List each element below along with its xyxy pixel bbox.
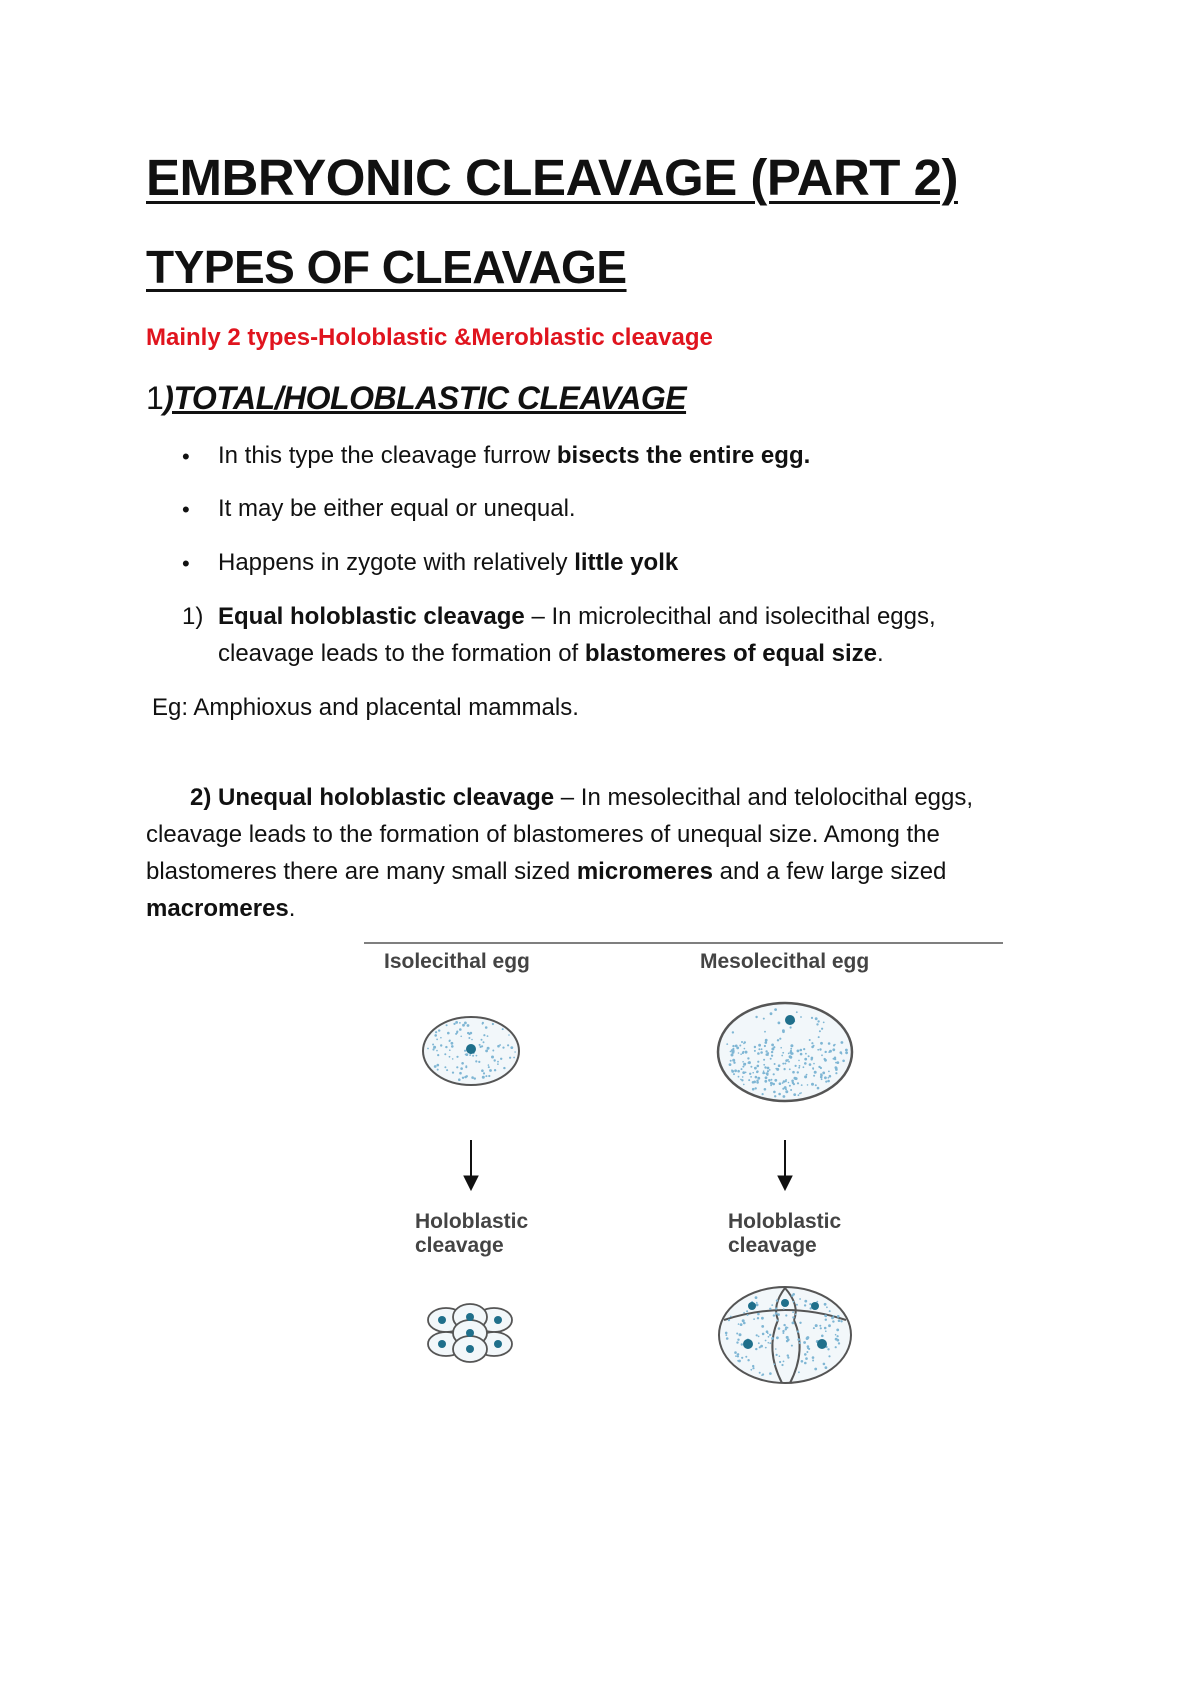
right-label-1: Holoblastic <box>728 1210 842 1233</box>
left-figure-title: Isolecithal egg <box>384 950 530 973</box>
item-2-line-4: macromeres. <box>146 895 296 922</box>
subsection-number: 1 <box>146 380 164 416</box>
item-number: 1) <box>182 603 204 630</box>
bullet-dot: • <box>182 497 190 522</box>
page-title: EMBRYONIC CLEAVAGE (PART 2) <box>146 149 958 206</box>
arrow-down-icon <box>778 1140 792 1190</box>
subsection-title: )TOTAL/HOLOBLASTIC CLEAVAGE <box>163 380 687 416</box>
left-label-2: cleavage <box>415 1234 504 1257</box>
bullet-1: In this type the cleavage furrow bisects the entire egg. <box>218 442 811 469</box>
intro-text: Mainly 2 types-Holoblastic &Meroblastic cleavage <box>146 324 713 351</box>
unequal-blastomeres <box>719 1287 851 1383</box>
isolecithal-egg <box>423 1017 519 1085</box>
nucleus <box>785 1015 795 1025</box>
equal-blastomeres <box>428 1304 512 1362</box>
bullet-dot: • <box>182 444 190 469</box>
item-2-line-3: blastomeres there are many small sized micromeres and a few large sized <box>146 858 947 885</box>
bullet-dot: • <box>182 551 190 576</box>
right-figure-title: Mesolecithal egg <box>700 950 870 973</box>
item-1-line-2: cleavage leads to the formation of blastomeres of equal size. <box>218 640 884 667</box>
arrow-down-icon <box>464 1140 478 1190</box>
section-title: TYPES OF CLEAVAGE <box>146 241 627 293</box>
nucleus <box>466 1044 476 1054</box>
item-2-line-1: 2) Unequal holoblastic cleavage – In mesolecithal and telolocithal eggs, <box>190 784 974 811</box>
bullet-2: It may be either equal or unequal. <box>218 495 576 522</box>
left-label-1: Holoblastic <box>415 1210 529 1233</box>
mesolecithal-egg <box>718 1003 852 1101</box>
bullet-3: Happens in zygote with relatively little yolk <box>218 549 679 576</box>
item-1-line-1: Equal holoblastic cleavage – In microlecithal and isolecithal eggs, <box>218 603 936 630</box>
example-text: Eg: Amphioxus and placental mammals. <box>152 694 579 721</box>
item-2-line-2: cleavage leads to the formation of blastomeres of unequal size. Among the <box>146 821 940 848</box>
right-label-2: cleavage <box>728 1234 817 1257</box>
